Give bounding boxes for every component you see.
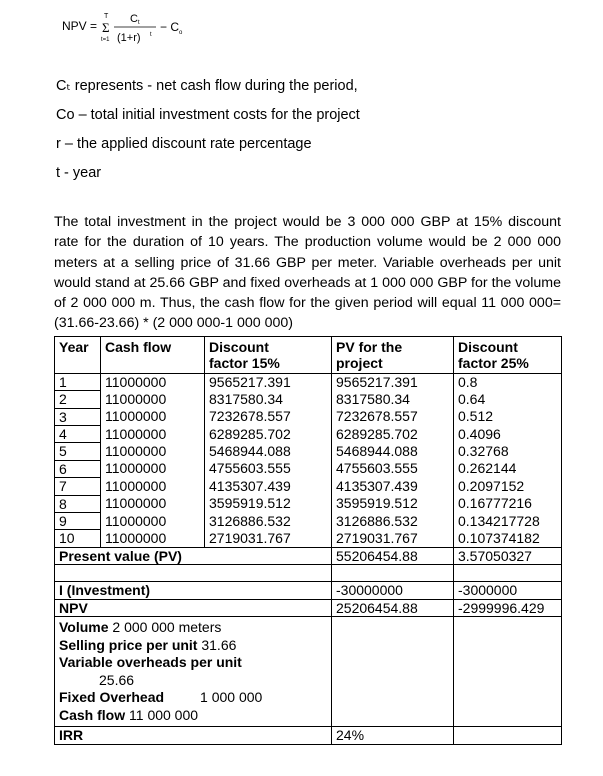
formula-sum-top: T [104, 13, 109, 20]
definition-ct: Cₜ represents - net cash flow during the period, [56, 78, 358, 94]
table-row [55, 478, 562, 495]
cell-pv: 4755603.555 [332, 460, 454, 477]
cell-pv: 4135307.439 [332, 478, 454, 495]
investment-description: The total investment in the project would be 3 000 000 GBP at 15% discount rate for the duration of 10 years. The production volume would be 2 000 000 meters at a selling price of 31.66 GBP per meter. Variable overheads per unit would stand at 25.66 GBP and fixed overheads at 1 000 000 GBP for the volume of 2 000 000 m. Thus, the cash flow for the given period will equal 11 000 000= (31.66-23.66) * (2 000 000-1 000 000) [54, 214, 561, 332]
formula-sum-bottom: t=1 [101, 37, 110, 43]
cell-cash-flow: 11000000 [101, 460, 205, 477]
table-row [55, 443, 562, 460]
npv-row [55, 599, 562, 616]
npv-pv: 25206454.88 [332, 599, 454, 616]
header-pv: PV for the project [332, 337, 454, 374]
cell-pv: 3126886.532 [332, 513, 454, 530]
cell-cash-flow: 11000000 [101, 495, 205, 512]
cell-year: 2 [55, 391, 101, 408]
npv-table [54, 336, 562, 745]
cell-df25: 0.4096 [454, 426, 562, 443]
cell-cash-flow: 11000000 [101, 373, 205, 390]
formula-numerator: C [130, 13, 138, 25]
variable-line: Variable overheads per unit [59, 654, 242, 671]
cell-df15: 3595919.512 [205, 495, 332, 512]
cell-df25: 0.512 [454, 408, 562, 425]
cell-df15: 2719031.767 [205, 530, 332, 547]
table-row [55, 408, 562, 425]
cell-year: 1 [55, 373, 101, 390]
cell-pv: 6289285.702 [332, 426, 454, 443]
present-value-pv: 55206454.88 [332, 547, 454, 564]
table-row [55, 426, 562, 443]
header-cash-flow: Cash flow [101, 337, 205, 374]
cell-cash-flow: 11000000 [101, 530, 205, 547]
formula-rhs-sub: o [179, 30, 183, 36]
definition-co: Co – total initial investment costs for the project [56, 107, 360, 123]
cell-df25: 0.32768 [454, 443, 562, 460]
table-row [55, 513, 562, 530]
table-row [55, 530, 562, 547]
cell-cash-flow: 11000000 [101, 426, 205, 443]
cell-df25: 0.8 [454, 373, 562, 390]
npv-df25: -2999996.429 [454, 599, 562, 616]
cell-year: 7 [55, 478, 101, 495]
cell-df15: 3126886.532 [205, 513, 332, 530]
cell-df25: 0.2097152 [454, 478, 562, 495]
npv-label: NPV [55, 599, 332, 616]
formula-numerator-sub: t [138, 20, 140, 26]
cell-cash-flow: 11000000 [101, 478, 205, 495]
cell-pv: 2719031.767 [332, 530, 454, 547]
cell-year: 8 [55, 495, 101, 512]
cell-pv: 5468944.088 [332, 443, 454, 460]
cell-df25: 0.16777216 [454, 495, 562, 512]
header-year: Year [55, 337, 101, 374]
irr-label: IRR [55, 727, 332, 744]
present-value-df25: 3.57050327 [454, 547, 562, 564]
cell-df15: 9565217.391 [205, 373, 332, 390]
table-row [55, 495, 562, 512]
cell-pv: 3595919.512 [332, 495, 454, 512]
investment-label: I (Investment) [55, 582, 332, 599]
fixed-line: Fixed Overhead 1 000 000 [59, 689, 263, 706]
formula-denominator: (1+r) [117, 32, 141, 44]
present-value-row [55, 547, 562, 564]
cell-df15: 8317580.34 [205, 391, 332, 408]
variable-value-line: 25.66 [99, 671, 135, 688]
cell-df15: 5468944.088 [205, 443, 332, 460]
investment-df25: -3000000 [454, 582, 562, 599]
cell-year: 9 [55, 513, 101, 530]
definition-t: t - year [56, 165, 102, 181]
cell-year: 10 [55, 530, 101, 547]
selling-line: Selling price per unit 31.66 [59, 636, 237, 653]
cell-df25: 0.262144 [454, 460, 562, 477]
cell-df15: 4755603.555 [205, 460, 332, 477]
definition-r: r – the applied discount rate percentage [56, 136, 312, 152]
cell-cash-flow: 11000000 [101, 391, 205, 408]
formula-denominator-sup: t [150, 32, 152, 38]
irr-row [55, 727, 562, 744]
table-row [55, 373, 562, 390]
cell-year: 3 [55, 408, 101, 425]
cell-df25: 0.134217728 [454, 513, 562, 530]
cell-pv: 7232678.557 [332, 408, 454, 425]
cell-df25: 0.64 [454, 391, 562, 408]
table-rows [55, 373, 562, 547]
volume-line: Volume 2 000 000 meters [59, 619, 222, 636]
spacer-row [55, 565, 562, 582]
present-value-label: Present value (PV) [55, 547, 332, 564]
npv-table-wrap [54, 336, 561, 745]
cell-pv: 8317580.34 [332, 391, 454, 408]
cell-df15: 6289285.702 [205, 426, 332, 443]
cell-year: 6 [55, 460, 101, 477]
formula-sum-symbol: Σ [102, 20, 110, 35]
npv-formula [62, 8, 222, 52]
irr-value: 24% [332, 727, 454, 744]
formula-lhs: NPV = [62, 19, 98, 33]
formula-rhs: − C [160, 20, 180, 34]
cell-pv: 9565217.391 [332, 373, 454, 390]
cell-year: 4 [55, 426, 101, 443]
cell-cash-flow: 11000000 [101, 408, 205, 425]
cell-cash-flow: 11000000 [101, 443, 205, 460]
table-header-row [55, 337, 562, 374]
cell-year: 5 [55, 443, 101, 460]
cell-df25: 0.107374182 [454, 530, 562, 547]
table-row [55, 460, 562, 477]
table-row [55, 391, 562, 408]
cell-cash-flow: 11000000 [101, 513, 205, 530]
cell-df15: 7232678.557 [205, 408, 332, 425]
summary-row [55, 617, 562, 727]
investment-pv: -30000000 [332, 582, 454, 599]
cashflow-line: Cash flow 11 000 000 [59, 706, 199, 723]
summary-cell [55, 617, 332, 727]
header-discount-25: Discount factor 25% [454, 337, 562, 374]
cell-df15: 4135307.439 [205, 478, 332, 495]
investment-row [55, 582, 562, 599]
header-discount-15: Discount factor 15% [205, 337, 332, 374]
formula-definitions [56, 72, 360, 188]
